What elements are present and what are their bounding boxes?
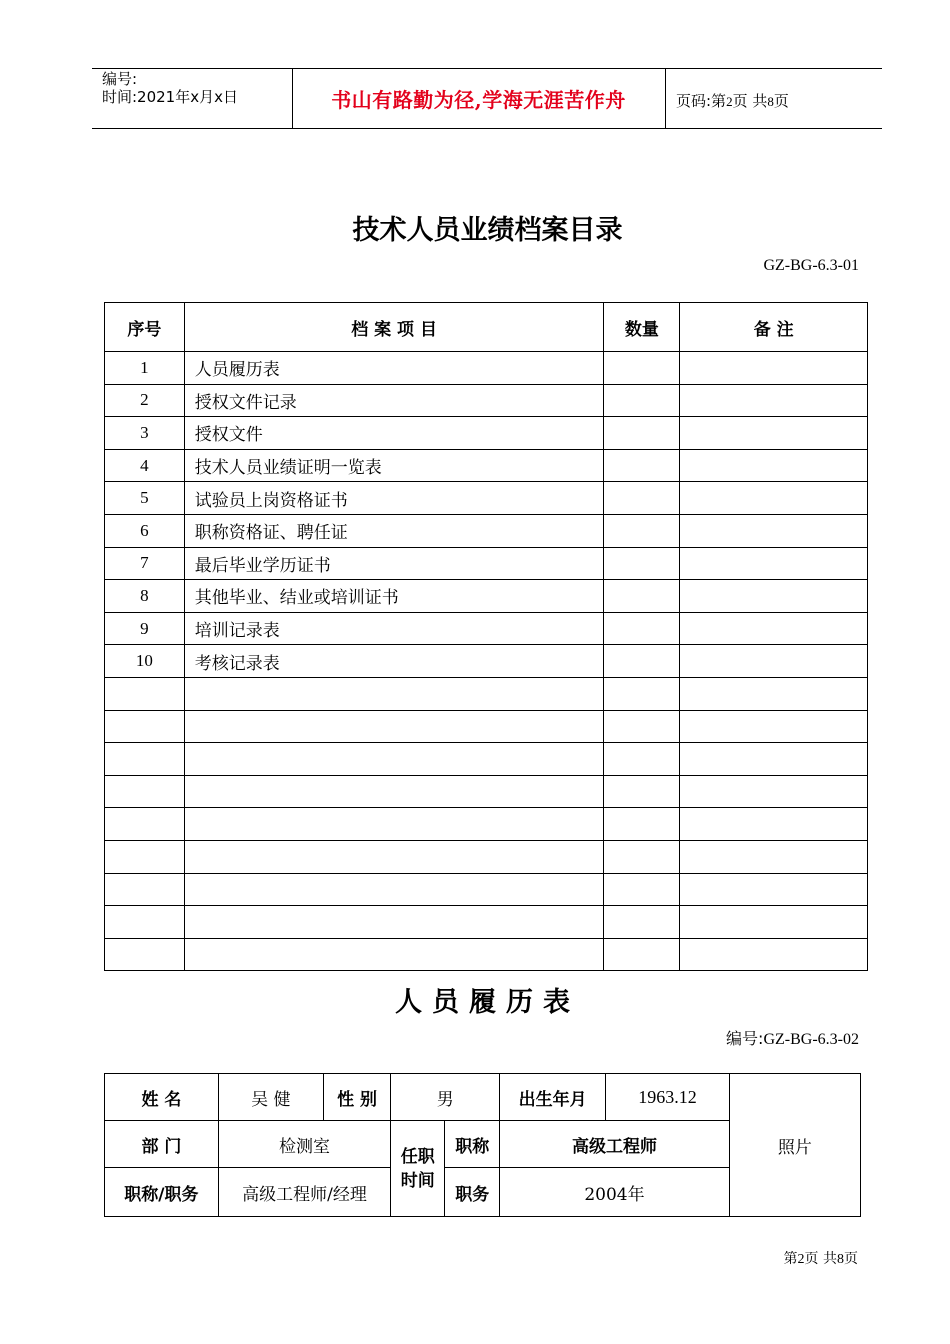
catalog-row-item: 最后毕业学历证书 <box>184 547 604 580</box>
footer-suffix: 页 <box>844 1251 858 1267</box>
catalog-row-note <box>680 873 868 906</box>
catalog-row-index: 6 <box>105 514 185 547</box>
tenure-label <box>391 1121 445 1217</box>
catalog-code: GZ-BG-6.3-01 <box>763 257 859 274</box>
catalog-row-quantity <box>604 873 680 906</box>
catalog-row-item <box>184 743 604 776</box>
footer-page-info <box>784 1248 858 1268</box>
catalog-row-quantity <box>604 743 680 776</box>
birth-label: 出生年月 <box>500 1074 606 1121</box>
tenure-duty-text: 2004年 <box>584 1184 645 1205</box>
catalog-row-quantity <box>604 808 680 841</box>
catalog-row-index <box>105 938 185 971</box>
catalog-row-note <box>680 938 868 971</box>
catalog-row <box>105 906 868 939</box>
catalog-row-quantity <box>604 710 680 743</box>
col-header-index: 序号 <box>105 303 185 352</box>
catalog-row-index: 8 <box>105 580 185 613</box>
catalog-row-quantity <box>604 840 680 873</box>
catalog-row-index <box>105 743 185 776</box>
header-time-label: 时间:2021年x月x日 <box>102 88 238 106</box>
header-page-info <box>676 90 789 111</box>
catalog-row-quantity <box>604 417 680 450</box>
page-current: 2 <box>726 94 733 109</box>
catalog-row-index <box>105 710 185 743</box>
catalog-row-item <box>184 775 604 808</box>
catalog-header-row <box>105 303 868 352</box>
resume-code <box>726 1026 859 1049</box>
col-header-item: 档 案 项 目 <box>184 303 604 352</box>
catalog-row-note <box>680 547 868 580</box>
catalog-row-note <box>680 775 868 808</box>
catalog-row <box>105 645 868 678</box>
footer-total: 8 <box>837 1252 844 1267</box>
title-duty-value: 高级工程师/经理 <box>218 1168 390 1217</box>
catalog-row-index: 3 <box>105 417 185 450</box>
catalog-row <box>105 710 868 743</box>
resume-title: 人员履历表 <box>395 987 580 1018</box>
tenure-title-value: 高级工程师 <box>500 1121 730 1168</box>
tenure-label-text: 任职时间 <box>400 1146 435 1191</box>
dept-value: 检测室 <box>218 1121 390 1168</box>
catalog-row-item <box>184 906 604 939</box>
catalog-row <box>105 482 868 515</box>
catalog-row-index <box>105 906 185 939</box>
footer-mid: 页 共 <box>804 1251 837 1267</box>
dept-label: 部 门 <box>105 1121 219 1168</box>
page-total: 8 <box>767 94 774 109</box>
catalog-row <box>105 775 868 808</box>
catalog-row-item <box>184 677 604 710</box>
tenure-duty-label: 职务 <box>445 1168 500 1217</box>
catalog-row-quantity <box>604 612 680 645</box>
catalog-row-item: 人员履历表 <box>184 352 604 385</box>
header-number-label: 编号: <box>102 70 138 88</box>
name-label: 姓 名 <box>105 1074 219 1121</box>
catalog-row-quantity <box>604 482 680 515</box>
col-header-quantity: 数量 <box>604 303 680 352</box>
catalog-row <box>105 873 868 906</box>
catalog-row-index <box>105 775 185 808</box>
catalog-table <box>104 302 868 971</box>
resume-table <box>104 1073 861 1217</box>
catalog-row-index <box>105 677 185 710</box>
catalog-row-note <box>680 677 868 710</box>
catalog-row-item <box>184 840 604 873</box>
catalog-row-item <box>184 873 604 906</box>
catalog-row-note <box>680 840 868 873</box>
catalog-row-item <box>184 808 604 841</box>
tenure-duty-value <box>500 1168 730 1217</box>
resume-code-label: 编号: <box>726 1029 764 1048</box>
catalog-row-item: 试验员上岗资格证书 <box>184 482 604 515</box>
catalog-row-index: 10 <box>105 645 185 678</box>
catalog-row <box>105 840 868 873</box>
catalog-row <box>105 677 868 710</box>
catalog-row-index <box>105 840 185 873</box>
catalog-row <box>105 384 868 417</box>
catalog-row-index: 9 <box>105 612 185 645</box>
catalog-row-note <box>680 645 868 678</box>
page-mid: 页 共 <box>732 92 768 110</box>
catalog-row-index: 7 <box>105 547 185 580</box>
catalog-row-item: 授权文件记录 <box>184 384 604 417</box>
header-divider <box>665 68 666 129</box>
catalog-row-note <box>680 580 868 613</box>
footer-current: 2 <box>797 1252 805 1267</box>
catalog-row-quantity <box>604 449 680 482</box>
catalog-row-index <box>105 873 185 906</box>
catalog-row <box>105 547 868 580</box>
catalog-row-index <box>105 808 185 841</box>
catalog-row-item: 考核记录表 <box>184 645 604 678</box>
gender-label: 性 别 <box>323 1074 390 1121</box>
catalog-row-quantity <box>604 352 680 385</box>
catalog-row-note <box>680 384 868 417</box>
catalog-row <box>105 612 868 645</box>
name-value: 吴 健 <box>218 1074 323 1121</box>
catalog-row-note <box>680 743 868 776</box>
catalog-row <box>105 352 868 385</box>
catalog-row <box>105 417 868 450</box>
catalog-row-item: 授权文件 <box>184 417 604 450</box>
catalog-row-index: 1 <box>105 352 185 385</box>
col-header-note: 备 注 <box>680 303 868 352</box>
catalog-row-item <box>184 710 604 743</box>
header-rule-bottom <box>92 128 882 129</box>
catalog-row-note <box>680 449 868 482</box>
catalog-row-item: 技术人员业绩证明一览表 <box>184 449 604 482</box>
catalog-row <box>105 938 868 971</box>
catalog-row <box>105 580 868 613</box>
catalog-row-item: 其他毕业、结业或培训证书 <box>184 580 604 613</box>
catalog-title: 技术人员业绩档案目录 <box>352 215 623 246</box>
catalog-row-quantity <box>604 938 680 971</box>
page-suffix: 页 <box>773 92 789 110</box>
footer-prefix: 第 <box>783 1251 798 1267</box>
catalog-row <box>105 808 868 841</box>
catalog-row-item: 培训记录表 <box>184 612 604 645</box>
catalog-row-index: 5 <box>105 482 185 515</box>
catalog-row-note <box>680 514 868 547</box>
catalog-row-item <box>184 938 604 971</box>
header-motto: 书山有路勤为径,学海无涯苦作舟 <box>331 88 626 112</box>
catalog-row <box>105 514 868 547</box>
resume-code-value: GZ-BG-6.3-02 <box>763 1031 859 1048</box>
catalog-row-quantity <box>604 514 680 547</box>
photo-cell: 照片 <box>729 1074 860 1217</box>
catalog-row-quantity <box>604 906 680 939</box>
catalog-row-note <box>680 808 868 841</box>
catalog-row-item: 职称资格证、聘任证 <box>184 514 604 547</box>
catalog-row-quantity <box>604 775 680 808</box>
catalog-row-note <box>680 710 868 743</box>
header-rule-top <box>92 68 882 69</box>
page-prefix: 页码:第 <box>676 92 727 110</box>
catalog-row-quantity <box>604 580 680 613</box>
tenure-title-label: 职称 <box>445 1121 500 1168</box>
catalog-row-index: 2 <box>105 384 185 417</box>
catalog-row-quantity <box>604 384 680 417</box>
catalog-row-quantity <box>604 677 680 710</box>
catalog-row-note <box>680 612 868 645</box>
title-duty-label: 职称/职务 <box>105 1168 219 1217</box>
catalog-row-quantity <box>604 645 680 678</box>
catalog-row-quantity <box>604 547 680 580</box>
catalog-row <box>105 449 868 482</box>
catalog-row <box>105 743 868 776</box>
catalog-row-note <box>680 482 868 515</box>
gender-value: 男 <box>391 1074 500 1121</box>
catalog-row-index: 4 <box>105 449 185 482</box>
resume-row <box>105 1074 861 1121</box>
catalog-row-note <box>680 352 868 385</box>
catalog-row-note <box>680 906 868 939</box>
catalog-row-note <box>680 417 868 450</box>
birth-value: 1963.12 <box>606 1074 730 1121</box>
